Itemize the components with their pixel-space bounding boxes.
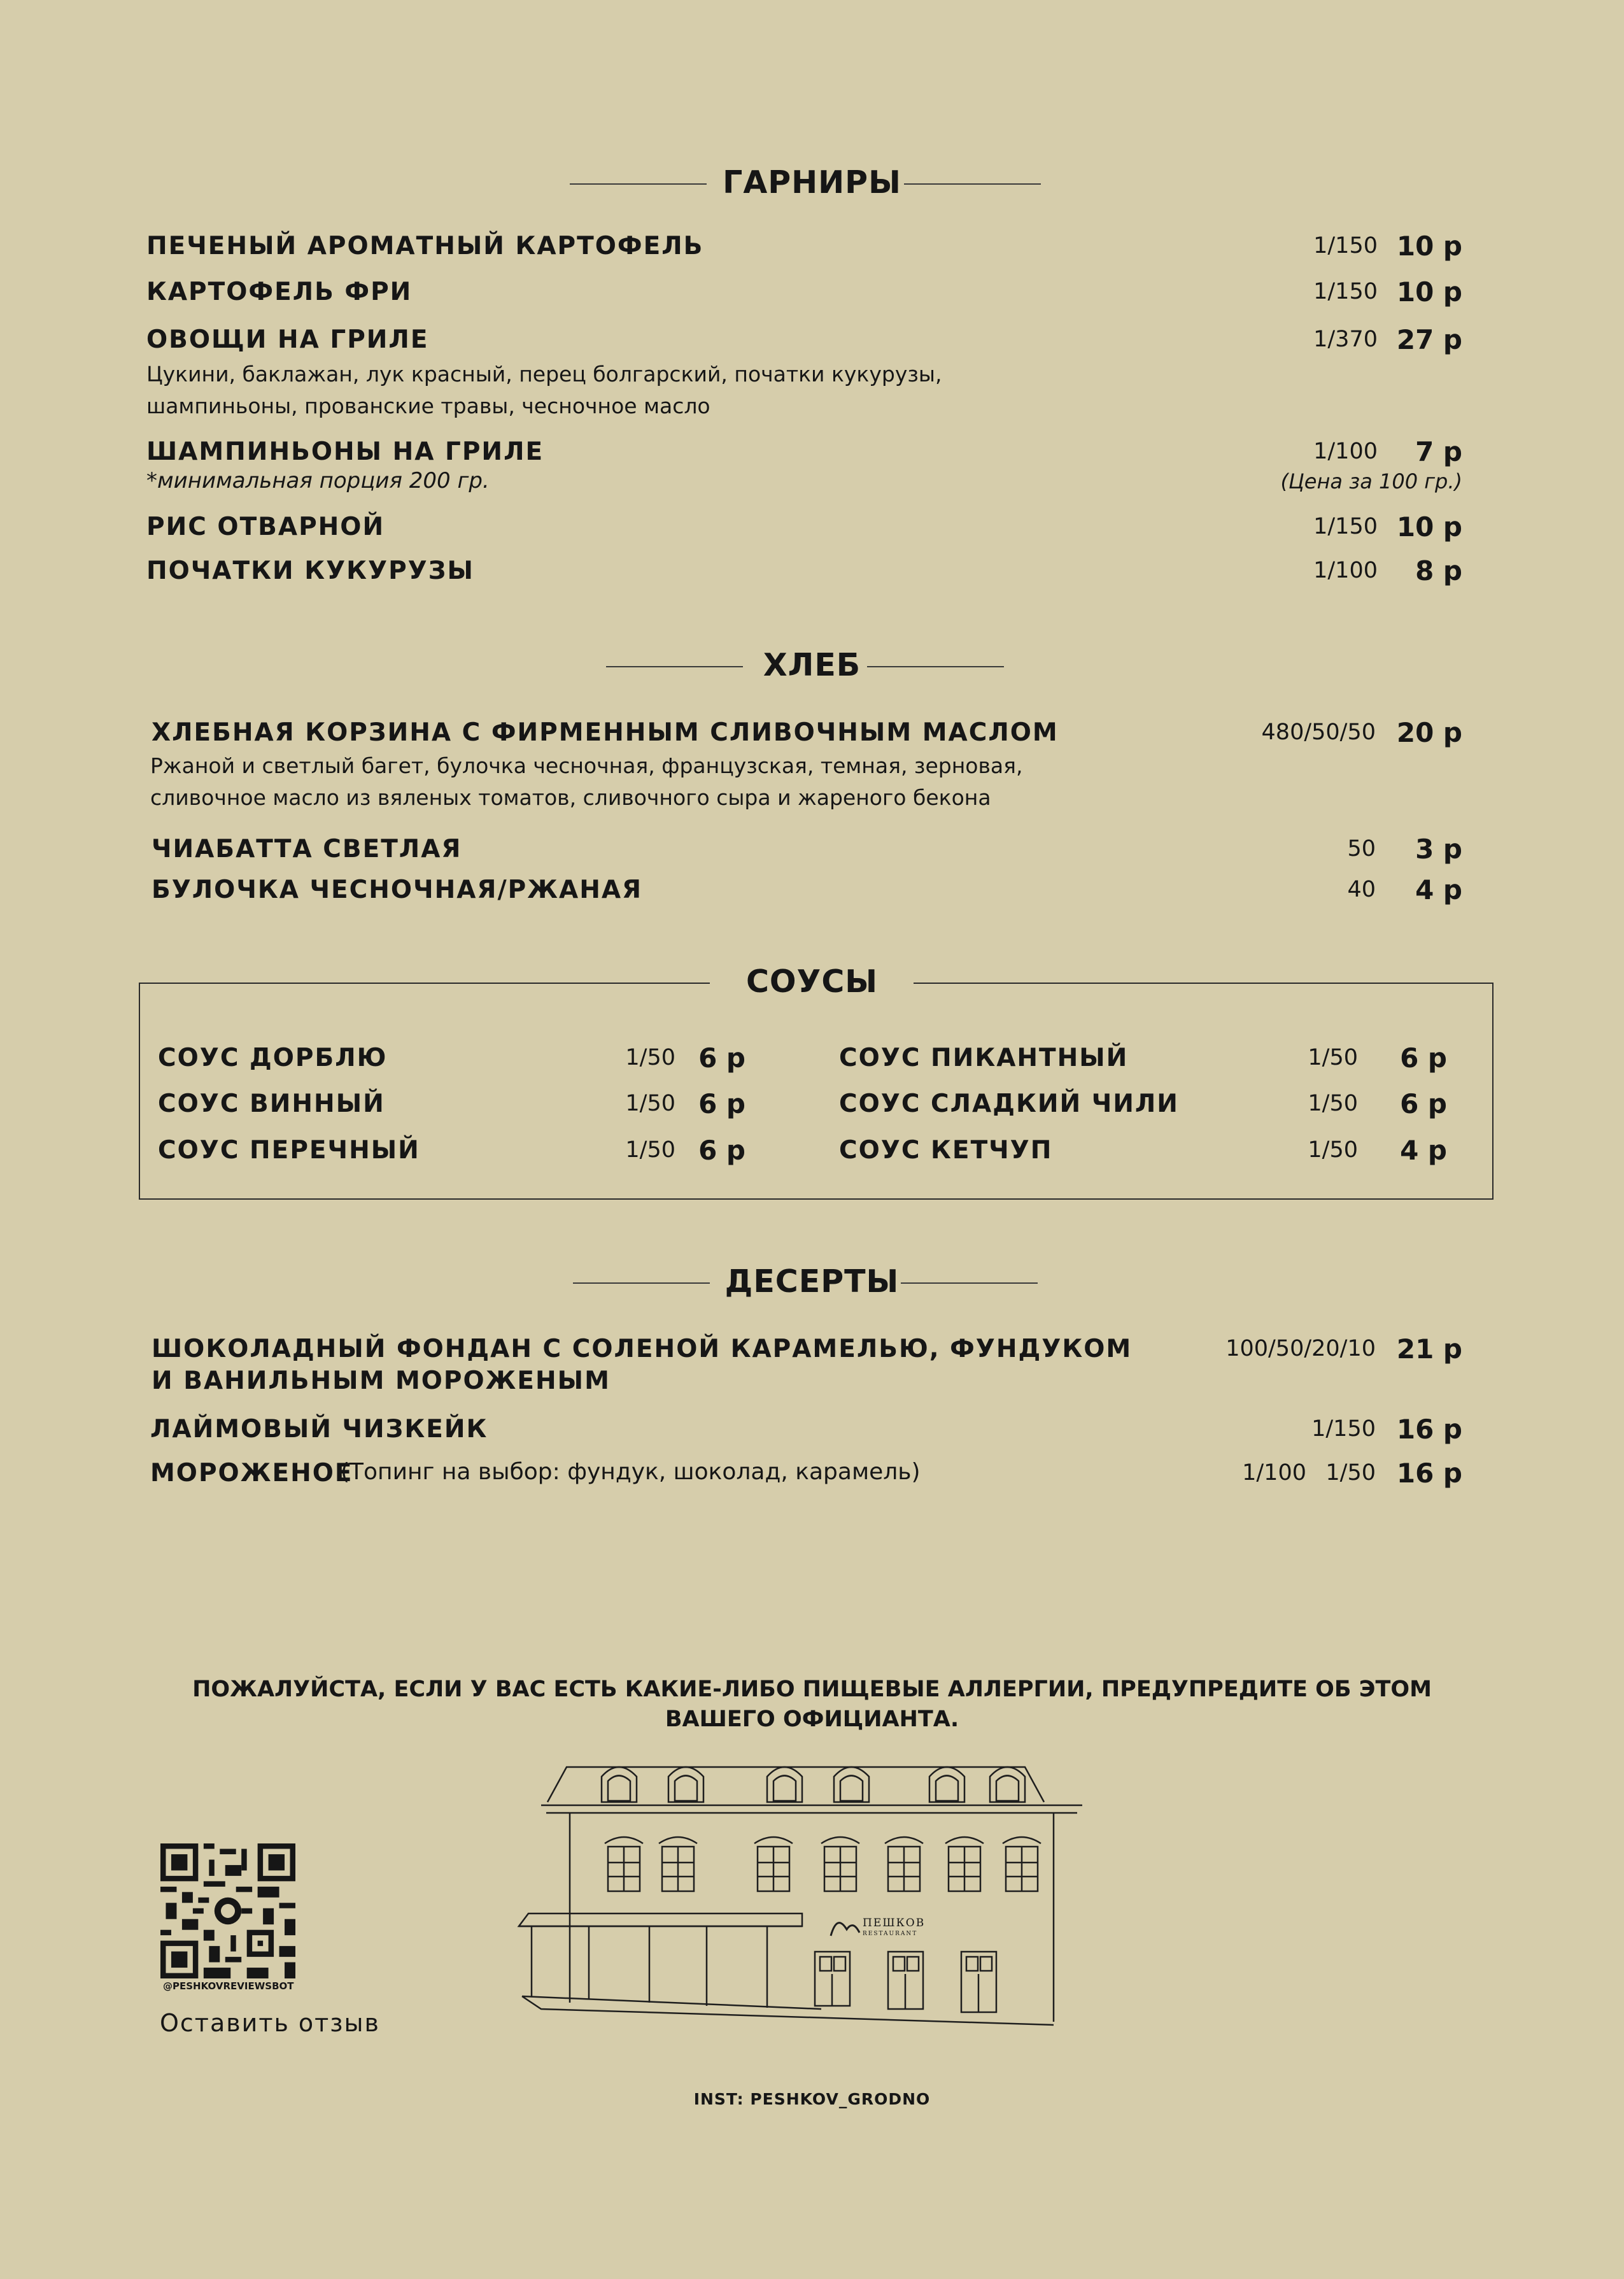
item-name: ПОЧАТКИ КУКУРУЗЫ	[146, 557, 474, 585]
item-name: ЧИАБАТТА СВЕТЛАЯ	[152, 835, 462, 863]
item-weight: 1/150	[1313, 514, 1378, 539]
item-weight: 1/150	[1313, 279, 1378, 304]
item-price: 4 р	[1415, 874, 1462, 905]
item-weight: 1/100	[1242, 1460, 1306, 1486]
item-name: ОВОЩИ НА ГРИЛЕ	[146, 325, 429, 354]
qr-code-icon[interactable]	[160, 1843, 295, 1978]
section-title-desserts: ДЕСЕРТЫ	[724, 1263, 900, 1300]
instagram-handle[interactable]: INST: PESHKOV_GRODNO	[693, 2090, 931, 2108]
item-description: шампиньоны, прованские травы, чесночное масло	[146, 394, 710, 418]
item-description: сливочное масло из вяленых томатов, сливочного сыра и жареного бекона	[150, 785, 991, 810]
item-price: 8 р	[1415, 555, 1462, 586]
item-weight: 480/50/50	[1261, 720, 1376, 745]
item-note: *минимальная порция 200 гр.	[146, 468, 490, 493]
title-line-right	[904, 183, 1041, 185]
item-name: И ВАНИЛЬНЫМ МОРОЖЕНЫМ	[152, 1367, 611, 1395]
sauce-weight: 1/50	[625, 1137, 675, 1163]
item-price: 10 р	[1396, 231, 1462, 262]
sauce-price: 4 р	[1400, 1135, 1447, 1166]
title-line-right	[867, 666, 1004, 667]
item-price: 10 р	[1396, 511, 1462, 543]
sauce-name: СОУС ВИННЫЙ	[158, 1090, 385, 1118]
section-title-sauces: СОУСЫ	[745, 963, 879, 1000]
building-sign: ПЕШКОВ	[863, 1917, 926, 1929]
item-price: 7 р	[1415, 436, 1462, 467]
item-price: 20 р	[1396, 717, 1462, 748]
sauce-price: 6 р	[1400, 1088, 1447, 1119]
item-name: ШОКОЛАДНЫЙ ФОНДАН С СОЛЕНОЙ КАРАМЕЛЬЮ, ФУНДУКОМ	[152, 1335, 1133, 1363]
item-weight: 50	[1347, 836, 1376, 862]
item-price: 16 р	[1396, 1414, 1462, 1445]
item-weight: 1/100	[1313, 558, 1378, 583]
item-price: 10 р	[1396, 276, 1462, 308]
sauce-price: 6 р	[1400, 1042, 1447, 1074]
item-description: (Топинг на выбор: фундук, шоколад, карамель)	[341, 1459, 921, 1485]
section-title-garnishes: ГАРНИРЫ	[723, 164, 901, 201]
item-price: 16 р	[1396, 1458, 1462, 1489]
qr-caption: @PESHKOVREVIEWSBOT	[163, 1980, 294, 1992]
item-weight: 40	[1347, 877, 1376, 902]
item-name: БУЛОЧКА ЧЕСНОЧНАЯ/РЖАНАЯ	[152, 876, 643, 904]
item-name: ШАМПИНЬОНЫ НА ГРИЛЕ	[146, 437, 544, 466]
price-note: (Цена за 100 гр.)	[1280, 469, 1462, 493]
item-price: 3 р	[1415, 834, 1462, 865]
item-name: МОРОЖЕНОЕ	[150, 1459, 353, 1487]
sauce-name: СОУС ПИКАНТНЫЙ	[839, 1044, 1129, 1072]
sauce-weight: 1/50	[625, 1045, 675, 1070]
sauce-price: 6 р	[698, 1135, 745, 1166]
item-weight: 1/370	[1313, 327, 1378, 352]
item-description: Цукини, баклажан, лук красный, перец болгарский, початки кукурузы,	[146, 362, 942, 387]
item-price: 21 р	[1396, 1333, 1462, 1365]
item-name: ХЛЕБНАЯ КОРЗИНА С ФИРМЕННЫМ СЛИВОЧНЫМ МАСЛОМ	[152, 718, 1059, 747]
item-name: РИС ОТВАРНОЙ	[146, 513, 385, 541]
item-price: 27 р	[1396, 324, 1462, 355]
sauce-weight: 1/50	[1308, 1091, 1358, 1116]
sauce-name: СОУС КЕТЧУП	[839, 1136, 1053, 1165]
sauce-price: 6 р	[698, 1088, 745, 1119]
restaurant-building-icon	[516, 1754, 1089, 2028]
item-weight: 100/50/20/10	[1225, 1336, 1376, 1361]
title-line-right	[901, 1282, 1038, 1284]
item-weight-secondary: 1/50	[1325, 1460, 1376, 1486]
item-weight: 1/150	[1311, 1416, 1376, 1442]
item-name: КАРТОФЕЛЬ ФРИ	[146, 278, 413, 306]
sauce-price: 6 р	[698, 1042, 745, 1074]
sauce-name: СОУС ПЕРЕЧНЫЙ	[158, 1136, 420, 1165]
leave-review-label[interactable]: Оставить отзыв	[160, 2009, 380, 2037]
sauce-name: СОУС СЛАДКИЙ ЧИЛИ	[839, 1090, 1179, 1118]
item-name: ПЕЧЕНЫЙ АРОМАТНЫЙ КАРТОФЕЛЬ	[146, 232, 704, 260]
sauce-name: СОУС ДОРБЛЮ	[158, 1044, 388, 1072]
item-description: Ржаной и светлый багет, булочка чесночная, французская, темная, зерновая,	[150, 753, 1023, 778]
item-weight: 1/100	[1313, 439, 1378, 464]
sauce-weight: 1/50	[1308, 1137, 1358, 1163]
sauce-weight: 1/50	[625, 1091, 675, 1116]
sauce-weight: 1/50	[1308, 1045, 1358, 1070]
allergy-notice: ВАШЕГО ОФИЦИАНТА.	[665, 1707, 959, 1732]
building-sign-sub: RESTAURANT	[863, 1931, 918, 1937]
item-name: ЛАЙМОВЫЙ ЧИЗКЕЙК	[150, 1415, 488, 1444]
section-title-bread: ХЛЕБ	[763, 647, 861, 683]
item-weight: 1/150	[1313, 233, 1378, 259]
allergy-notice: ПОЖАЛУЙСТА, ЕСЛИ У ВАС ЕСТЬ КАКИЕ-ЛИБО ПИЩЕВЫЕ АЛЛЕРГИИ, ПРЕДУПРЕДИТЕ ОБ ЭТОМ	[192, 1677, 1432, 1702]
